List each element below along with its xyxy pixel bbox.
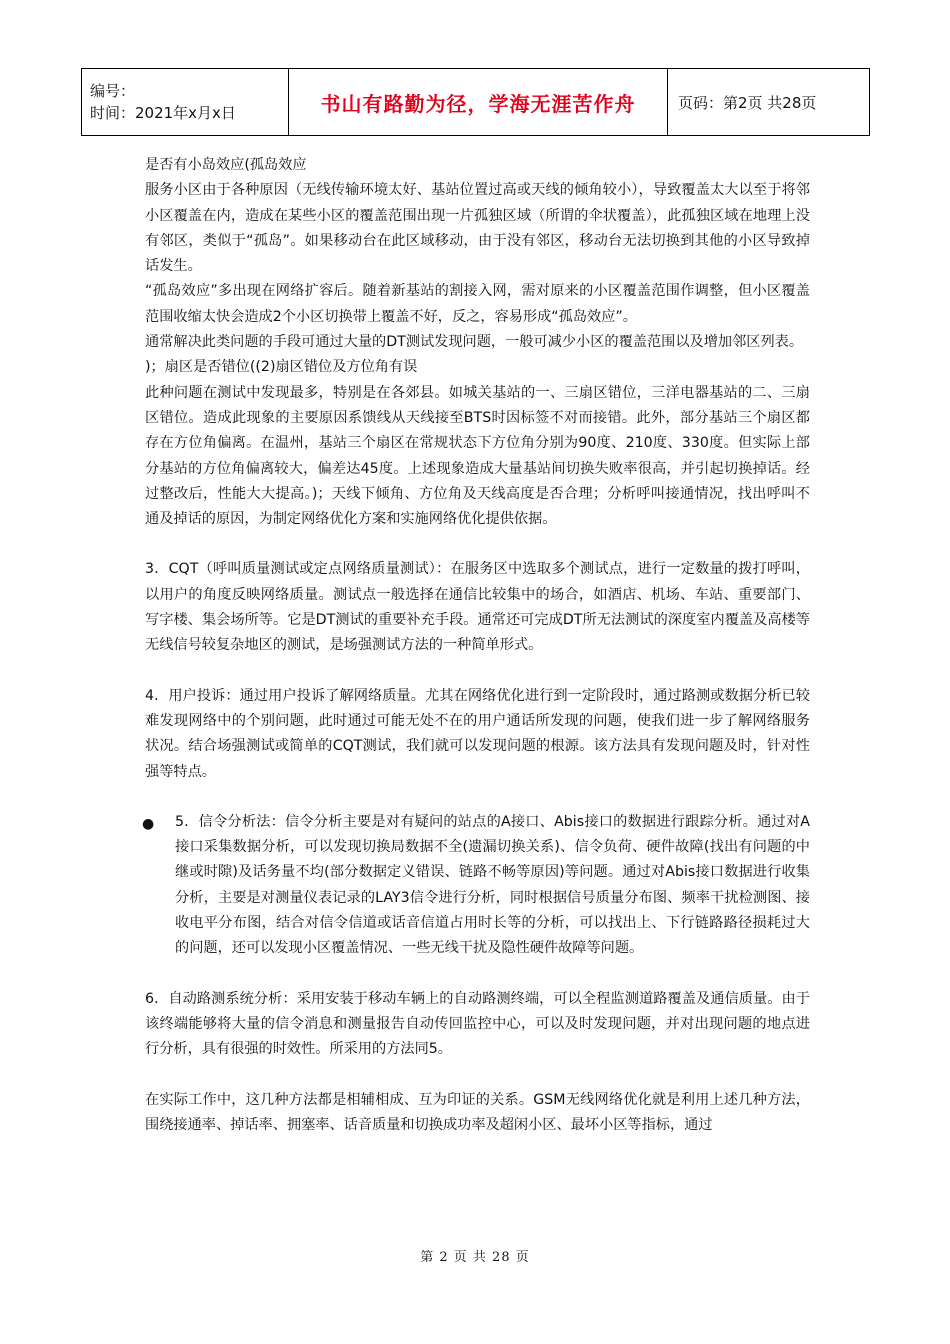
paragraph: 通常解决此类问题的手段可通过大量的DT测试发现问题，一般可减少小区的覆盖范围以及增加邻区列表。	[145, 334, 804, 351]
header-page-info: 页码：第2页 共28页	[668, 69, 870, 136]
paragraph-gap	[145, 962, 810, 987]
bullet-icon: ●	[142, 815, 155, 832]
header-table	[81, 68, 870, 136]
paragraph: 此种问题在测试中发现最多，特别是在各郊县。如城关基站的一、三扇区错位，三洋电器基站的二、三扇区错位。造成此现象的主要原因系馈线从天线接至BTS时因标签不对而接错。此外，部分基站三个扇区都存在方位角偏离。在温州，基站三个扇区在常规状态下方位角分别为90度、210度、330度。但实际上部分基站的方位角偏离较大，偏差达45度。上述现象造成大量基站间切换失败率很高，并引起切换掉话。经过整改后，性能大大提高。)；天线下倾角、方位角及天线高度是否合理；分析呼叫接通情况，找出呼叫不通及掉话的原因，为制定网络优化方案和实施网络优化提供依据。	[145, 384, 810, 528]
paragraph-gap	[145, 785, 810, 810]
paragraph-gap	[145, 659, 810, 684]
paragraph: 是否有小岛效应(孤岛效应	[145, 157, 307, 173]
document-number-label: 编号：	[90, 82, 136, 100]
header-left-cell	[82, 69, 289, 136]
paragraph: )；扇区是否错位((2)扇区错位及方位角有误	[145, 359, 418, 376]
paragraph: 4．用户投诉：通过用户投诉了解网络质量。尤其在网络优化进行到一定阶段时，通过路测或数据分析已较难发现网络中的个别问题，此时通过可能无处不在的用户通话所发现的问题，使我们进一步了解网络服务状况。结合场强测试或简单的CQT测试，我们就可以发现问题的根源。该方法具有发现问题及时，针对性强等特点。	[145, 687, 810, 780]
paragraph-gap	[145, 1063, 810, 1088]
paragraph: “孤岛效应”多出现在网络扩容后。随着新基站的割接入网，需对原来的小区覆盖范围作调整，但小区覆盖范围收缩太快会造成2个小区切换带上覆盖不好，反之，容易形成“孤岛效应”。	[145, 283, 810, 325]
bullet-item	[142, 810, 810, 962]
paragraph: 6．自动路测系统分析：采用安装于移动车辆上的自动路测终端，可以全程监测道路覆盖及通信质量。由于该终端能够将大量的信令消息和测量报告自动传回监控中心，可以及时发现问题，并对出现问题的地点进行分析，具有很强的时效性。所采用的方法同5。	[145, 990, 810, 1058]
header-motto: 书山有路勤为径，学海无涯苦作舟	[289, 69, 668, 136]
paragraph-gap	[145, 532, 810, 557]
paragraph: 在实际工作中，这几种方法都是相辅相成、互为印证的关系。GSM无线网络优化就是利用上述几种方法，围绕接通率、掉话率、拥塞率、话音质量和切换成功率及超闲小区、最坏小区等指标，通过	[145, 1091, 810, 1133]
paragraph: 3．CQT（呼叫质量测试或定点网络质量测试）：在服务区中选取多个测试点，进行一定数量的拨打呼叫，以用户的角度反映网络质量。测试点一般选择在通信比较集中的场合，如酒店、机场、车站、重要部门、写字楼、集会场所等。它是DT测试的重要补充手段。通常还可完成DT所无法测试的深度室内覆盖及高楼等无线信号较复杂地区的测试，是场强测试方法的一种简单形式。	[145, 561, 810, 654]
page-footer: 第 2 页 共 28 页	[420, 1250, 530, 1265]
document-body	[142, 153, 810, 1138]
paragraph: 5．信令分析法：信令分析主要是对有疑问的站点的A接口、Abis接口的数据进行跟踪分析。通过对A接口采集数据分析，可以发现切换局数据不全(遗漏切换关系)、信令负荷、硬件故障(找出有问题的中继或时隙)及话务量不均(部分数据定义错误、链路不畅等原因)等问题。通过对Abis接口数据进行收集分析，主要是对测量仪表记录的LAY3信令进行分析，同时根据信号质量分布图、频率干扰检测图、接收电平分布图，结合对信令信道或话音信道占用时长等的分析，可以找出上、下行链路路径损耗过大的问题，还可以发现小区覆盖情况、一些无线干扰及隐性硬件故障等问题。	[175, 813, 810, 957]
paragraph: 服务小区由于各种原因（无线传输环境太好、基站位置过高或天线的倾角较小），导致覆盖太大以至于将邻小区覆盖在内，造成在某些小区的覆盖范围出现一片孤独区域（所谓的伞状覆盖），此孤独区域在地理上没有邻区，类似于“孤岛”。如果移动台在此区域移动，由于没有邻区，移动台无法切换到其他的小区导致掉话发生。	[145, 182, 810, 275]
document-date: 时间：2021年x月x日	[90, 104, 236, 122]
